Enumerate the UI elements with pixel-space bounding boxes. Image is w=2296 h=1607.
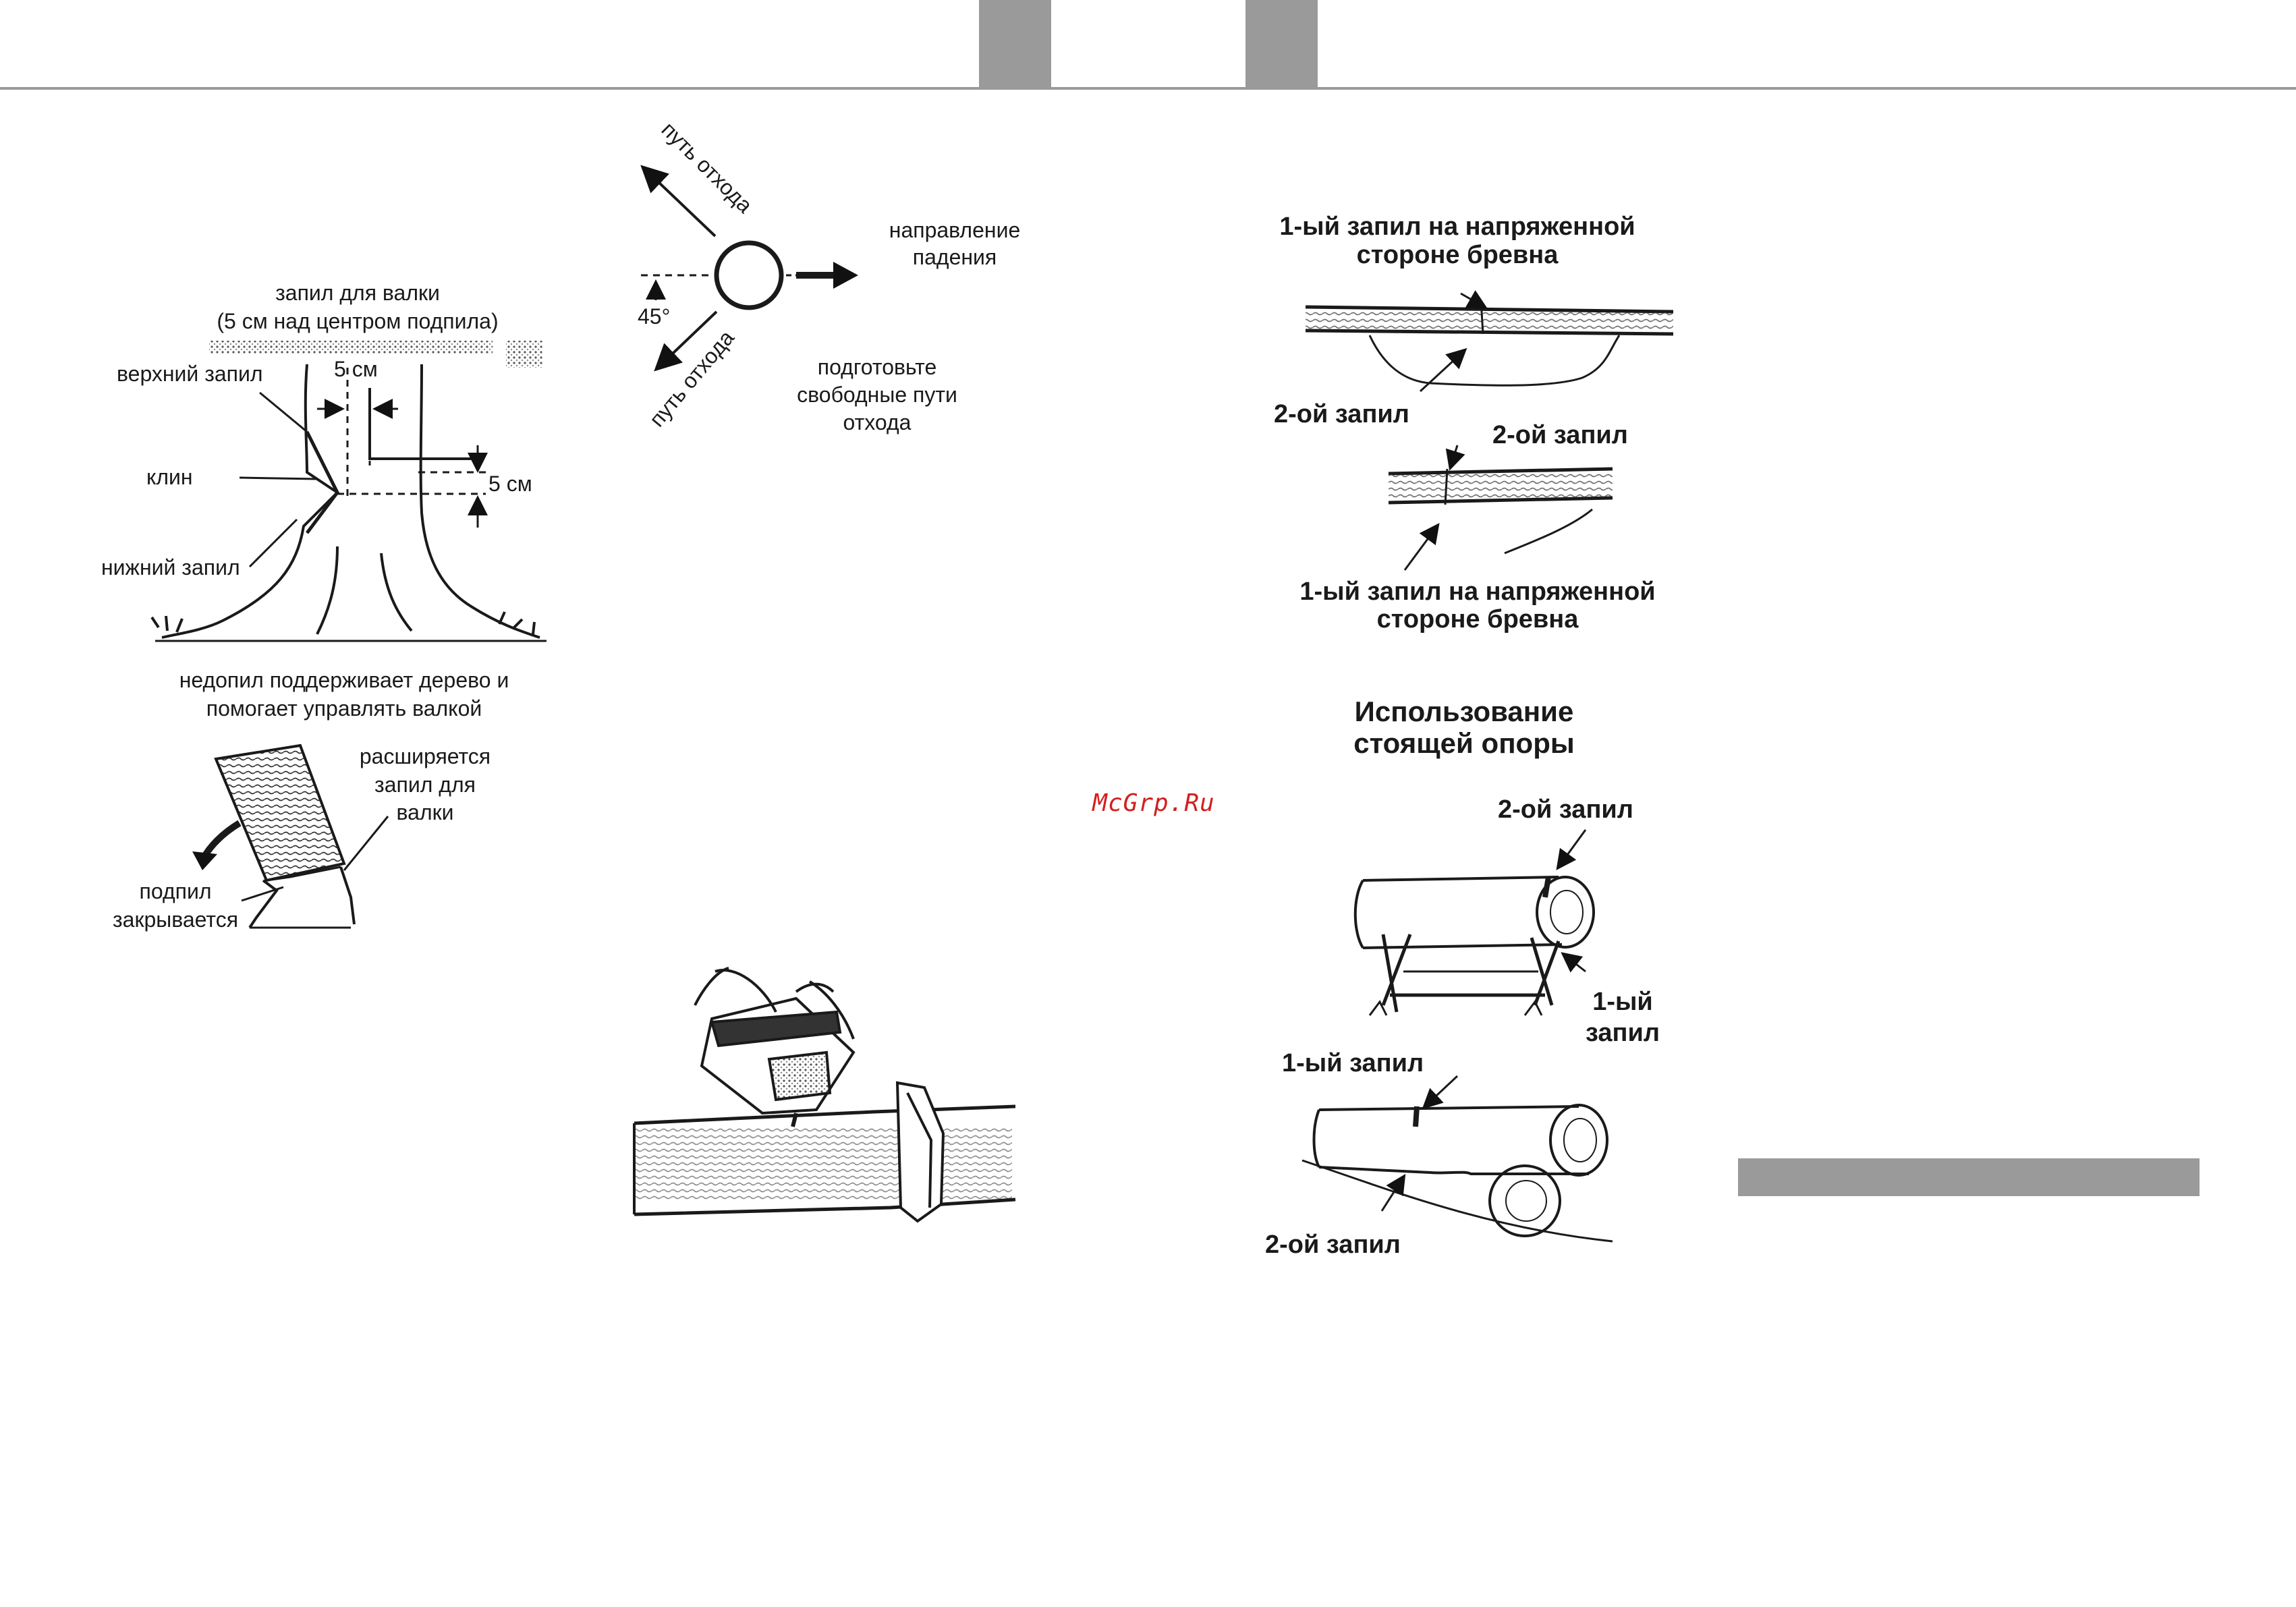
escape-path-lower-label: путь отхода: [644, 325, 739, 432]
escape-path-upper-label: путь отхода: [656, 117, 758, 218]
mid-second-cut-label: 2-ой запил: [1492, 421, 1628, 449]
felling-caption-line-2: помогает управлять валкой: [206, 696, 482, 721]
prepare-line-3: отхода: [843, 410, 912, 434]
gap-top-label: 5 см: [334, 357, 378, 381]
fall-direction-line-1: направление: [889, 218, 1021, 242]
lower-cut-label: нижний запил: [101, 555, 240, 580]
gap-side-label: 5 см: [488, 472, 532, 496]
top-second-cut-label: 2-ой запил: [1274, 400, 1409, 428]
widens-label-line-2: запил для: [374, 772, 476, 797]
notch-title: запил для валки: [275, 281, 440, 305]
ground-second-cut-label: 2-ой запил: [1265, 1231, 1401, 1259]
sawhorse-log-diagram: [1355, 830, 1594, 1015]
closes-label-line-2: закрывается: [112, 907, 239, 932]
widens-label-line-3: валки: [396, 800, 454, 824]
chainsaw-cutting-log: [634, 968, 1015, 1221]
log-on-slope-diagram: [1389, 445, 1613, 570]
stand-title-line-1: Использование: [1354, 696, 1574, 727]
log-on-support-diagram: [1302, 1076, 1613, 1241]
prepare-line-1: подготовьте: [817, 355, 937, 379]
stand-first-cut-line-1: 1-ый: [1592, 988, 1653, 1016]
stand-second-cut-label: 2-ой запил: [1498, 795, 1633, 824]
prepare-line-2: свободные пути: [797, 383, 957, 407]
felling-caption-line-1: недопил поддерживает дерево и: [179, 668, 509, 692]
angle-label: 45°: [638, 304, 671, 329]
notch-subtitle: (5 см над центром подпила): [217, 309, 499, 333]
mid-first-cut-line-2: стороне бревна: [1376, 605, 1579, 633]
log-over-gap-diagram: [1306, 293, 1673, 391]
mid-first-cut-line-1: 1-ый запил на напряженной: [1299, 577, 1656, 606]
wedge-label: клин: [146, 465, 193, 489]
closes-label-line-1: подпил: [139, 879, 212, 903]
ground-first-cut-label: 1-ый запил: [1282, 1049, 1424, 1077]
widens-label-line-1: расширяется: [359, 744, 491, 768]
top-first-cut-line-1: 1-ый запил на напряженной: [1279, 213, 1635, 241]
top-first-cut-line-2: стороне бревна: [1356, 241, 1559, 269]
stand-title-line-2: стоящей опоры: [1353, 727, 1575, 759]
watermark: McGrp.Ru: [1092, 789, 1215, 817]
stand-first-cut-line-2: запил: [1586, 1019, 1660, 1047]
fall-direction-line-2: падения: [912, 245, 997, 269]
upper-cut-label: верхний запил: [117, 362, 263, 386]
